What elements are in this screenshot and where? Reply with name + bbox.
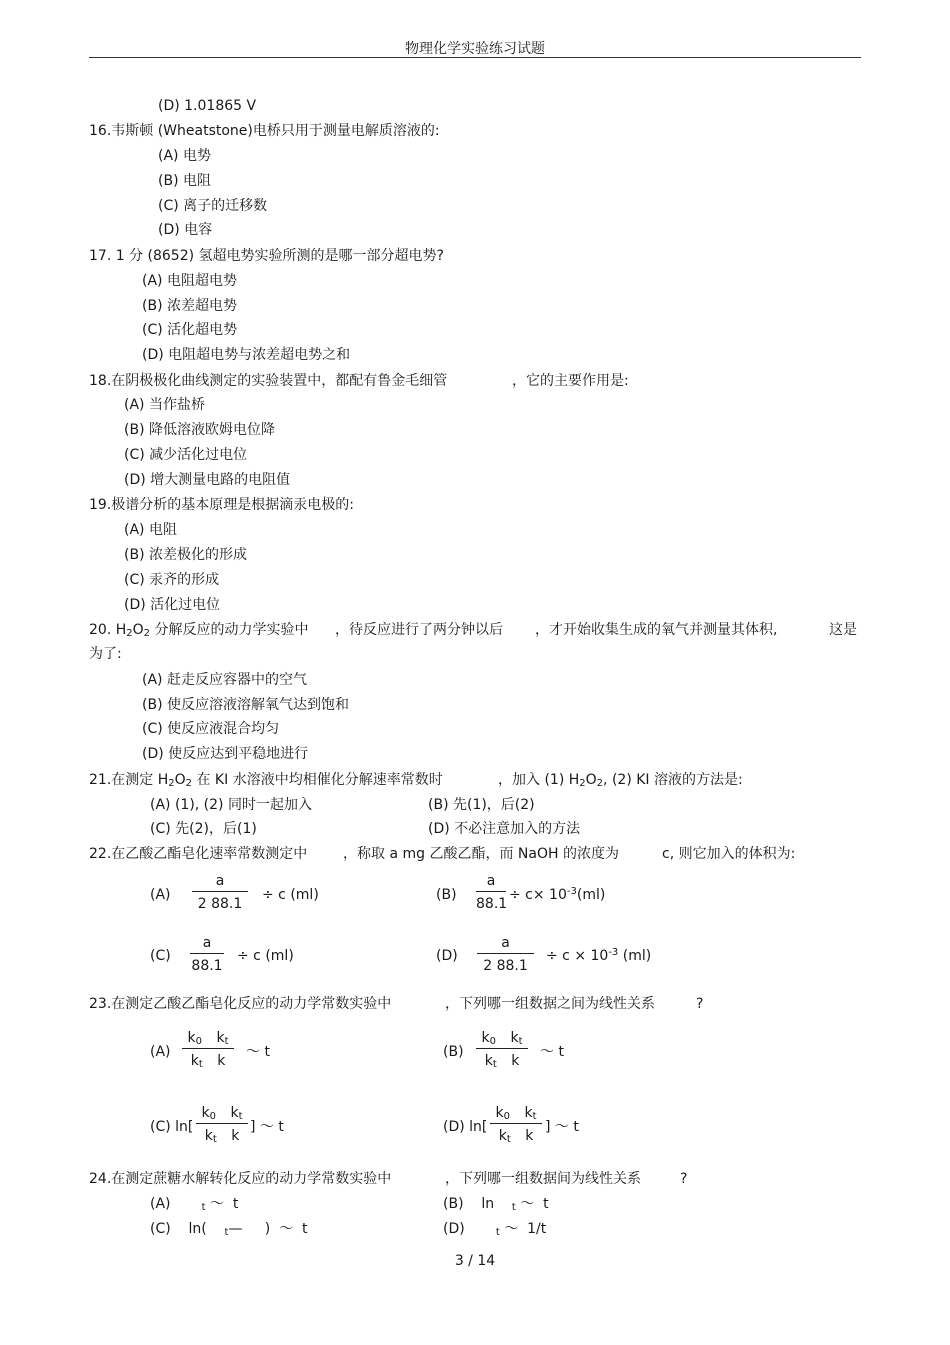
k-symbol: k — [204, 1128, 213, 1144]
q24-c-label: (C) ln( — [150, 1221, 225, 1237]
q23-option-c-label: (C) ln[ — [150, 1119, 194, 1135]
k-symbol: k — [231, 1128, 240, 1144]
q23-c-denominator — [196, 1123, 248, 1143]
subscript: 0 — [195, 1036, 202, 1047]
q21-option-a: (A) (1), (2) 同时一起加入 — [150, 797, 312, 813]
q21-stem-a: 21.在测定 H — [89, 772, 169, 788]
q20-stem-part4: 这是 — [829, 622, 857, 638]
subscript: t — [532, 1111, 537, 1122]
subscript: t — [492, 1059, 497, 1070]
q22-d-numerator: a — [501, 935, 510, 951]
q21-stem-tail — [498, 773, 743, 787]
q24-stem-qmark: ? — [680, 1171, 688, 1187]
q23-option-a-label: (A) — [150, 1044, 171, 1060]
q21-subscript: 2 — [579, 778, 586, 789]
q17-option-a: (A) 电阻超电势 — [142, 273, 237, 289]
q21-subscript: 2 — [596, 778, 604, 789]
q24-a-rest: ～ t — [205, 1196, 239, 1212]
q18-option-c: (C) 减少活化过电位 — [124, 447, 248, 463]
q18-stem: 18.在阴极极化曲线测定的实验装置中，都配有鲁金毛细管 — [89, 373, 448, 389]
k-symbol: k — [495, 1105, 504, 1121]
q21-option-b: (B) 先(1)，后(2) — [428, 797, 535, 813]
q22-b-unit: (ml) — [576, 887, 606, 903]
k-symbol: k — [217, 1053, 226, 1069]
q24-stem-continued: ，下列哪一组数据间为线性关系 — [445, 1171, 641, 1187]
subscript: t — [212, 1134, 217, 1145]
q16-option-c: (C) 离子的迁移数 — [158, 198, 268, 214]
q23-a-denominator — [182, 1048, 234, 1068]
q23-stem-qmark: ? — [696, 996, 704, 1012]
subscript: t — [495, 1227, 500, 1238]
q22-option-a-rest: ÷ c (ml) — [262, 887, 319, 903]
q20-stem-part2: ，待反应进行了两分钟以后 — [335, 622, 503, 638]
q21-option-d: (D) 不必注意加入的方法 — [428, 821, 581, 837]
subscript: t — [201, 1202, 206, 1213]
q22-b-numerator: a — [486, 873, 496, 889]
q21-subscript: 2 — [168, 778, 175, 789]
k-symbol: k — [230, 1105, 239, 1121]
q20-stem-number: 20. H — [89, 622, 127, 638]
q22-c-numerator: a — [202, 935, 212, 951]
subscript: t — [224, 1227, 229, 1238]
q20-oxygen: O — [132, 622, 144, 638]
subscript: t — [511, 1202, 516, 1213]
q23-a-numerator — [182, 1031, 234, 1048]
q22-a-numerator: a — [215, 873, 225, 889]
q23-option-d-label: (D) ln[ — [443, 1119, 488, 1135]
q24-b-rest: ～ t — [515, 1196, 549, 1212]
q16-option-a: (A) 电势 — [158, 148, 211, 164]
q22-option-c-fraction — [190, 936, 224, 973]
k-symbol: k — [187, 1030, 196, 1046]
k-symbol: k — [498, 1128, 507, 1144]
q21-stem-c: 在 KI 水溶液中均相催化分解速率常数时 — [192, 772, 443, 788]
subscript: t — [506, 1134, 511, 1145]
q23-option-c-fraction — [196, 1106, 248, 1143]
q23-stem: 23.在测定乙酸乙酯皂化反应的动力学常数实验中 — [89, 996, 392, 1012]
subscript: t — [238, 1111, 243, 1122]
q23-option-a-fraction — [182, 1031, 234, 1068]
q22-d-divide: ÷ c × 10 — [546, 948, 609, 964]
q22-option-d-fraction — [477, 936, 534, 973]
q22-b-denominator: 88.1 — [476, 891, 506, 911]
q21-stem-e: O — [585, 772, 597, 788]
q24-b-label: (B) ln — [443, 1196, 512, 1212]
q20-subscript: 2 — [126, 628, 133, 639]
q21-stem — [89, 773, 443, 787]
k-symbol: k — [511, 1053, 520, 1069]
q17-stem: 17. 1 分 (8652) 氢超电势实验所测的是哪一部分超电势? — [89, 248, 444, 264]
q21-stem-b: O — [174, 772, 186, 788]
q23-option-b-label: (B) — [443, 1044, 464, 1060]
q24-option-a — [150, 1197, 238, 1211]
q23-d-denominator — [490, 1123, 542, 1143]
q18-option-a: (A) 当作盐桥 — [124, 397, 205, 413]
k-symbol: k — [510, 1030, 519, 1046]
q24-a-label: (A) — [150, 1196, 202, 1212]
q16-option-b: (B) 电阻 — [158, 173, 211, 189]
q22-option-d-label: (D) — [436, 948, 458, 964]
q24-d-rest: ～ 1/t — [499, 1221, 547, 1237]
q24-option-b — [443, 1197, 549, 1211]
subscript: 0 — [503, 1111, 510, 1122]
q22-stem-continued: ，称取 a mg 乙酸乙酯，而 NaOH 的浓度为 — [343, 846, 619, 862]
subscript: t — [198, 1059, 203, 1070]
k-symbol: k — [216, 1030, 225, 1046]
q22-d-exponent: -3 — [608, 947, 619, 958]
page-number: 3 / 14 — [454, 1253, 496, 1269]
q22-d-unit: (ml) — [618, 948, 652, 964]
q17-option-d: (D) 电阻超电势与浓差超电势之和 — [142, 347, 351, 363]
k-symbol: k — [201, 1105, 210, 1121]
q23-b-numerator — [476, 1031, 528, 1048]
subscript: 0 — [489, 1036, 496, 1047]
q22-option-c-label: (C) — [150, 948, 171, 964]
q20-stem-part3: ，才开始收集生成的氧气并测量其体积, — [535, 622, 778, 638]
q24-d-label: (D) — [443, 1221, 496, 1237]
q23-option-d-fraction — [490, 1106, 542, 1143]
q22-a-denominator: 2 88.1 — [192, 891, 248, 911]
k-symbol: k — [481, 1030, 490, 1046]
q19-option-b: (B) 浓差极化的形成 — [124, 547, 247, 563]
page-header-title: 物理化学实验练习试题 — [405, 41, 545, 57]
q23-b-denominator — [476, 1048, 528, 1068]
q23-option-a-rest: ～ t — [246, 1044, 270, 1060]
q22-stem: 22.在乙酸乙酯皂化速率常数测定中 — [89, 846, 308, 862]
q18-option-d: (D) 增大测量电路的电阻值 — [124, 472, 291, 488]
q20-stem — [89, 623, 308, 637]
q22-b-divide: ÷ c× 10 — [509, 887, 567, 903]
q23-stem-continued: ，下列哪一组数据之间为线性关系 — [445, 996, 655, 1012]
q19-option-c: (C) 汞齐的形成 — [124, 572, 220, 588]
q17-option-b: (B) 浓差超电势 — [142, 298, 237, 314]
q22-option-b-fraction — [476, 874, 506, 911]
q20-option-b: (B) 使反应溶液溶解氧气达到饱和 — [142, 697, 349, 713]
q23-option-b-fraction — [476, 1031, 528, 1068]
q23-option-d-rest: ] ～ t — [545, 1119, 579, 1135]
q24-option-d — [443, 1222, 546, 1236]
q19-stem: 19.极谱分析的基本原理是根据滴汞电极的: — [89, 497, 354, 513]
subscript: t — [224, 1036, 229, 1047]
q21-stem-d: ，加入 (1) H — [498, 772, 580, 788]
q24-c-rest: — ) ～ t — [228, 1221, 308, 1237]
q20-stem-part1: 分解反应的动力学实验中 — [150, 622, 309, 638]
q20-stem-line2: 为了: — [89, 646, 122, 662]
q20-option-a: (A) 赶走反应容器中的空气 — [142, 672, 307, 688]
q22-option-d-rest — [546, 949, 651, 963]
k-symbol: k — [525, 1128, 534, 1144]
q22-option-c-rest: ÷ c (ml) — [237, 948, 294, 964]
q23-c-numerator — [196, 1106, 248, 1123]
q21-subscript: 2 — [185, 778, 193, 789]
q20-option-c: (C) 使反应液混合均匀 — [142, 721, 280, 737]
q22-b-exponent: -3 — [566, 886, 577, 897]
q15-option-d: (D) 1.01865 V — [158, 98, 257, 114]
subscript: t — [518, 1036, 523, 1047]
q20-subscript: 2 — [143, 628, 151, 639]
q21-stem-f: , (2) KI 溶液的方法是: — [603, 772, 743, 788]
k-symbol: k — [484, 1053, 493, 1069]
q17-option-c: (C) 活化超电势 — [142, 322, 238, 338]
q19-option-a: (A) 电阻 — [124, 522, 177, 538]
k-symbol: k — [190, 1053, 199, 1069]
q18-stem-continued: ，它的主要作用是: — [512, 373, 629, 389]
q22-option-a-label: (A) — [150, 887, 171, 903]
q22-option-a-fraction — [192, 874, 248, 911]
q21-option-c: (C) 先(2)，后(1) — [150, 821, 257, 837]
q24-option-c — [150, 1222, 307, 1236]
q22-stem-tail: c, 则它加入的体积为: — [662, 846, 796, 862]
q22-option-b-rest — [509, 888, 605, 902]
q22-c-denominator: 88.1 — [190, 953, 224, 973]
header-divider — [89, 57, 861, 58]
q22-d-denominator: 2 88.1 — [477, 953, 534, 973]
q20-option-d: (D) 使反应达到平稳地进行 — [142, 746, 309, 762]
q22-option-b-label: (B) — [436, 887, 457, 903]
q19-option-d: (D) 活化过电位 — [124, 597, 221, 613]
q24-stem: 24.在测定蔗糖水解转化反应的动力学常数实验中 — [89, 1171, 392, 1187]
q16-option-d: (D) 电容 — [158, 222, 213, 238]
q16-stem: 16.韦斯顿 (Wheatstone)电桥只用于测量电解质溶液的: — [89, 123, 440, 139]
k-symbol: k — [524, 1105, 533, 1121]
q23-d-numerator — [490, 1106, 542, 1123]
subscript: 0 — [209, 1111, 216, 1122]
q18-option-b: (B) 降低溶液欧姆电位降 — [124, 422, 275, 438]
q23-option-c-rest: ] ～ t — [250, 1119, 284, 1135]
q23-option-b-rest: ～ t — [540, 1044, 564, 1060]
